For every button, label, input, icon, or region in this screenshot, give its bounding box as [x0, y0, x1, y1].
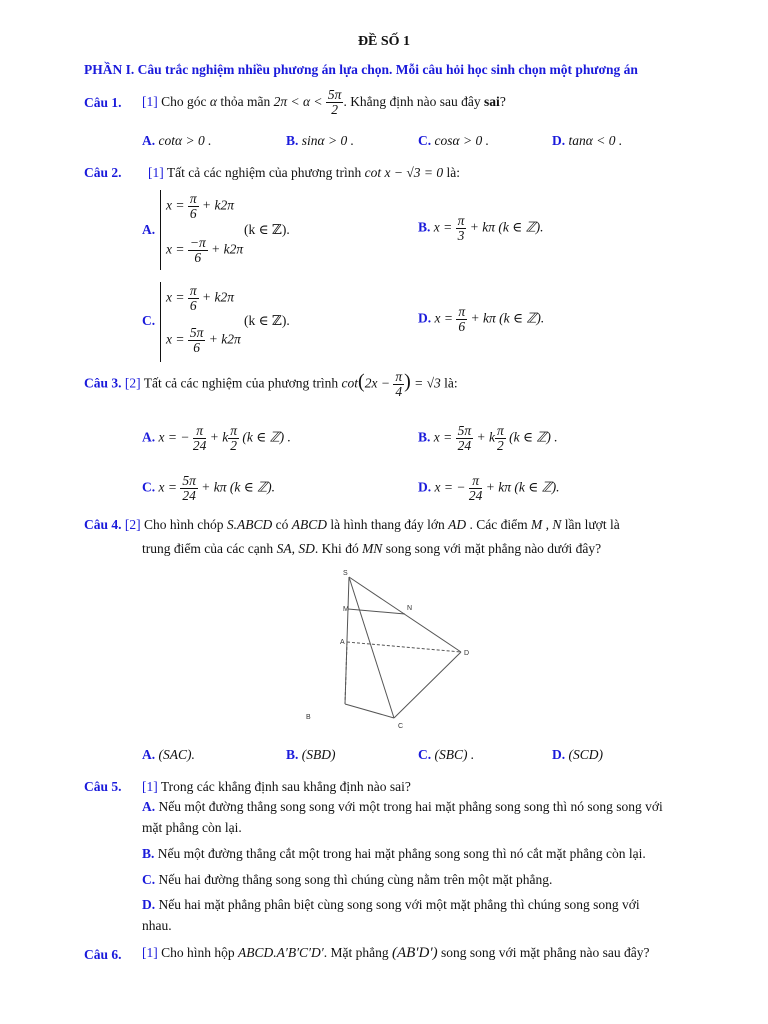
label-B: B [306, 714, 311, 721]
option-b[interactable]: B. x = $\frac{5\pi}{24}$ + k $\frac{\pi}{2}$ (k ∈ ℤ) . [418, 423, 558, 453]
condition: (k ∈ ℤ). [244, 313, 290, 328]
question-5 [84, 779, 122, 795]
question-2 [84, 165, 122, 181]
question-1-text: [1] Cho góc α thỏa mãn 2π < α < $\frac{5\pi}{2}$ . Khẳng định nào sau đây sai? [142, 87, 506, 118]
math: α [209, 94, 217, 109]
option-a[interactable]: A. (SAC). [142, 747, 195, 762]
question-2-text: [1] Tất cả các nghiệm của phương trình cot x − √3 = 0 là: [148, 165, 461, 180]
option-a[interactable]: A. x = − $\frac{\pi}{24}$ + k $\frac{\pi}{2}$ (k ∈ ℤ) . [142, 423, 291, 453]
option-d-line-2: nhau. [142, 918, 172, 933]
question-number: Câu 6. [84, 947, 122, 962]
question-1 [84, 95, 122, 111]
question-4: Câu 4. [2] Cho hình chóp S.ABCD có ABCD là hình thang đáy lớn AD . Các điểm M , N lần lượt là [84, 517, 620, 532]
fraction: $\frac{5\pi}{2}$ [327, 87, 342, 118]
level-tag: [2] [124, 517, 141, 532]
label-A: A [340, 639, 345, 646]
emphasis: sai [484, 94, 500, 109]
condition: (k ∈ ℤ). [244, 222, 290, 237]
page-title: ĐỀ SỐ 1 [357, 34, 411, 49]
option-c[interactable]: C. x = $\frac{5\pi}{24}$ + kπ (k ∈ ℤ). [142, 473, 276, 503]
option-b[interactable]: B. sinα > 0 . [286, 133, 354, 148]
label-N: N [407, 605, 413, 612]
equation: cot x − √3 = 0 [364, 165, 444, 180]
pyramid-figure [300, 566, 490, 736]
question-4-line-2: trung điểm của các cạnh SA, SD. Khi đó MN song song với mặt phẳng nào dưới đây? [142, 541, 602, 556]
question-3: Câu 3. [2] Tất cả các nghiệm của phương trình cot(2x − $\frac{\pi}{4}$ ) = √3 là: [84, 369, 458, 399]
option-b[interactable]: B. Nếu một đường thẳng cắt một trong hai mặt phẳng song song thì nó cắt mặt phẳng còn lại. [142, 846, 646, 861]
option-c[interactable]: C. Nếu hai đường thẳng song song thì chúng cùng nằm trên một mặt phẳng. [142, 872, 553, 887]
edge-SD [349, 577, 461, 652]
option-d[interactable]: D. Nếu hai mặt phẳng phân biệt cùng song song với một mặt phẳng thì chúng song song với [142, 897, 640, 912]
option-d[interactable]: D. (SCD) [552, 747, 603, 762]
question-6 [84, 947, 122, 963]
option-c[interactable]: C. (SBC) . [418, 747, 475, 762]
question-number: Câu 2. [84, 165, 122, 180]
question-number: Câu 1. [84, 95, 122, 110]
part-heading: PHẦN I. Câu trắc nghiệm nhiều phương án lựa chọn. Mỗi câu hỏi học sinh chọn một phương án [84, 62, 638, 77]
edge-AD [347, 642, 461, 652]
label-S: S [343, 570, 348, 577]
option-d[interactable]: D. x = − $\frac{\pi}{24}$ + kπ (k ∈ ℤ). [418, 473, 560, 503]
level-tag: [1] [148, 165, 164, 180]
text: . Khẳng định nào sau đây [343, 94, 481, 109]
segment-MN [348, 609, 405, 614]
question-number: Câu 5. [84, 779, 122, 794]
option-a[interactable]: A. cotα > 0 . [142, 133, 212, 148]
system-bracket [160, 190, 161, 270]
level-tag: [1] [142, 94, 158, 109]
text: Cho góc [161, 94, 207, 109]
option-d[interactable]: D. x = $\frac{\pi}{6}$ + kπ (k ∈ ℤ). [418, 304, 545, 334]
option-b[interactable]: B. (SBD) [286, 747, 336, 762]
option-a[interactable]: A. Nếu một đường thẳng song song với một trong hai mặt phẳng song song thì nó song song với [142, 799, 663, 814]
option-a[interactable]: A. [142, 222, 156, 237]
level-tag: [1] [142, 779, 158, 794]
option-c[interactable]: C. cosα > 0 . [418, 133, 489, 148]
label-D: D [464, 650, 470, 657]
solution-line: x = $\frac{\pi}{6}$ + k2π [166, 191, 234, 221]
question-number: Câu 3. [84, 375, 122, 391]
edge-BC [345, 704, 394, 718]
label-M: M [343, 606, 349, 613]
text: thỏa mãn [220, 94, 271, 109]
edge-SC [349, 577, 394, 718]
question-6-text: [1] Cho hình hộp ABCD.A′B′C′D′. Mặt phẳng (AB′D′) song song với mặt phẳng nào sau đây? [142, 945, 650, 961]
option-b[interactable]: B. x = $\frac{\pi}{3}$ + kπ (k ∈ ℤ). [418, 213, 544, 243]
label-C: C [398, 723, 404, 730]
option-c[interactable]: C. [142, 313, 156, 328]
level-tag: [1] [142, 945, 158, 960]
math: 2π < α < [273, 94, 323, 109]
edge-CD [394, 652, 461, 718]
question-number: Câu 4. [84, 517, 122, 532]
option-a-line-2: mặt phẳng còn lại. [142, 820, 242, 835]
system-bracket [160, 282, 161, 362]
solution-line: x = $\frac{-\pi}{6}$ + k2π [166, 235, 244, 265]
solution-line: x = $\frac{\pi}{6}$ + k2π [166, 283, 234, 313]
question-5-text: [1] Trong các khẳng định sau khẳng định nào sai? [142, 779, 411, 794]
level-tag: [2] [124, 375, 141, 391]
solution-line: x = $\frac{5\pi}{6}$ + k2π [166, 325, 241, 355]
option-d[interactable]: D. tanα < 0 . [552, 133, 623, 148]
